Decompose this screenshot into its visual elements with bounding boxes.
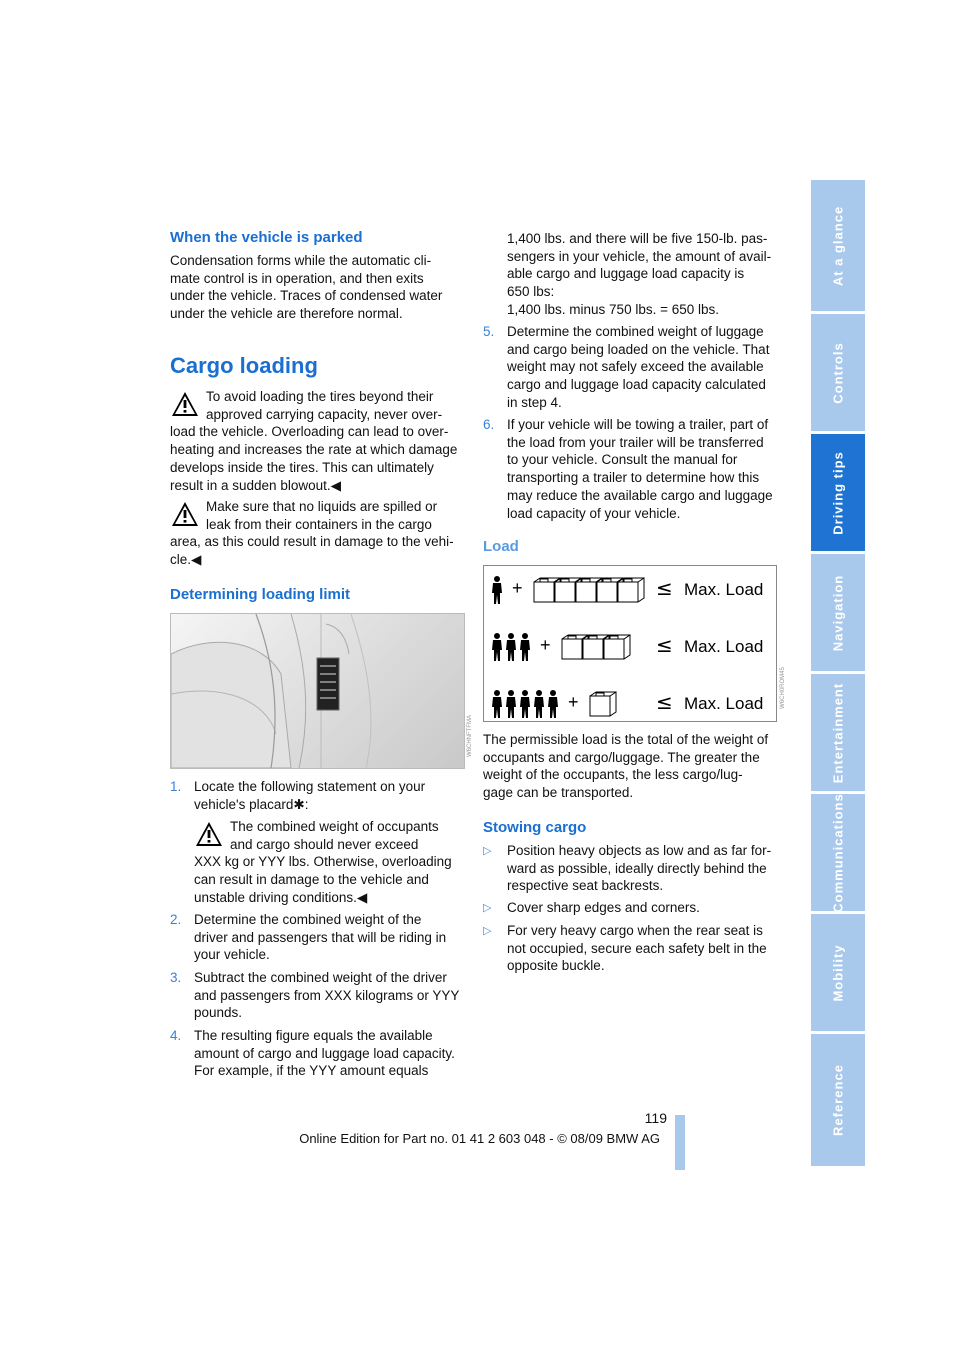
tab-controls[interactable] — [811, 314, 865, 431]
line: The resulting figure equals the available — [194, 1028, 433, 1043]
line: the load from your trailer will be transferred — [507, 434, 764, 450]
max-load-label: Max. Load — [684, 580, 764, 599]
line: 1,400 lbs. and there will be five 150-lb. pas- — [507, 231, 768, 246]
person-icon — [534, 690, 544, 718]
tab-label: Driving tips — [830, 450, 846, 535]
tab-mobility[interactable] — [811, 914, 865, 1031]
tab-label: At a glance — [830, 205, 846, 286]
line: may reduce the available cargo and luggage — [507, 487, 773, 503]
person-icon — [506, 690, 516, 718]
line: weight may not safely exceed the available — [507, 359, 764, 375]
line: pounds. — [194, 1005, 243, 1021]
photo-code-text: W6CHNFTFMA — [467, 715, 473, 757]
tab-reference[interactable] — [811, 1034, 865, 1166]
tab-entertainment[interactable] — [811, 674, 865, 791]
suitcase-icon — [604, 635, 630, 659]
stowing-item — [483, 899, 783, 917]
person-icon — [520, 690, 530, 718]
step-number: 1. — [170, 779, 182, 794]
line: vehicle's placard✱: — [194, 796, 309, 812]
step-6 — [483, 416, 783, 522]
step-4-continued — [507, 230, 787, 319]
step-1 — [170, 778, 470, 813]
line: driver and passengers that will be riding in — [194, 929, 447, 945]
warning-icon — [194, 820, 224, 848]
triangle-bullet-icon: ▷ — [483, 902, 492, 914]
step-number: 4. — [170, 1028, 182, 1043]
line: under the vehicle. Traces of condensed water — [170, 288, 443, 304]
less-equal-sign: ≤ — [656, 633, 673, 657]
line: respective seat backrests. — [507, 878, 664, 894]
line: heating and increases the rate at which damage — [170, 442, 458, 458]
load-diagram — [483, 565, 777, 722]
line: Locate the following statement on your — [194, 779, 426, 794]
warning-icon — [170, 500, 200, 528]
line: 650 lbs: — [507, 284, 555, 300]
line: in step 4. — [507, 394, 562, 410]
triangle-bullet-icon: ▷ — [483, 925, 492, 937]
stowing-item — [483, 922, 783, 975]
line: and cargo should never exceed — [230, 836, 419, 852]
line: and cargo being loaded on the vehicle. That — [507, 341, 770, 357]
stowing-heading: Stowing cargo — [483, 819, 587, 836]
triangle-bullet-icon: ▷ — [483, 845, 492, 857]
footer-edition: Online Edition for Part no. 01 41 2 603 048 - © 08/09 BMW AG — [299, 1131, 660, 1146]
line: If your vehicle will be towing a trailer, part of — [507, 417, 769, 432]
line: opposite buckle. — [507, 958, 605, 974]
line: develops inside the tires. This can ultimately — [170, 459, 434, 475]
line: XXX kg or YYY lbs. Otherwise, overloading — [194, 854, 452, 870]
line: approved carrying capacity, never over- — [206, 406, 443, 422]
tab-label: Reference — [830, 1064, 846, 1136]
step-number: 6. — [483, 417, 495, 432]
parked-paragraph — [170, 252, 470, 323]
plus-sign: + — [568, 692, 579, 712]
load-image-code-text: W6CH0ROM45 — [780, 666, 786, 709]
tab-communications[interactable] — [811, 794, 865, 911]
line: not occupied, secure each safety belt in the — [507, 940, 767, 956]
line: unstable driving conditions.◀ — [194, 889, 368, 905]
line: Subtract the combined weight of the driver — [194, 970, 447, 985]
line: The permissible load is the total of the weight of — [483, 732, 769, 747]
line: under the vehicle are therefore normal. — [170, 306, 403, 322]
line: Make sure that no liquids are spilled or — [206, 499, 438, 514]
line: result in a sudden blowout.◀ — [170, 477, 341, 493]
tab-label: Navigation — [830, 574, 846, 651]
step-3 — [170, 969, 470, 1022]
plus-sign: + — [512, 578, 523, 598]
tab-at-a-glance[interactable] — [811, 180, 865, 311]
step-number: 5. — [483, 324, 495, 339]
load-heading: Load — [483, 538, 519, 555]
less-equal-sign: ≤ — [656, 576, 673, 600]
page-marker — [675, 1115, 685, 1170]
line: The combined weight of occupants — [230, 819, 439, 834]
person-icon — [520, 633, 530, 661]
line: cargo and luggage load capacity calculated — [507, 377, 766, 393]
parked-heading: When the vehicle is parked — [170, 229, 363, 246]
line: To avoid loading the tires beyond their — [206, 389, 434, 404]
step-5 — [483, 323, 783, 412]
tab-label: Mobility — [830, 943, 846, 1002]
cargo-heading: Cargo loading — [170, 353, 318, 378]
line: amount of cargo and luggage load capacity. — [194, 1045, 455, 1061]
step-1-warning — [194, 818, 466, 907]
max-load-label: Max. Load — [684, 694, 764, 713]
line: can result in damage to the vehicle and — [194, 872, 429, 888]
line: ward as possible, ideally directly behind the — [507, 860, 767, 876]
line: and passengers from XXX kilograms or YYY — [194, 987, 460, 1003]
person-icon — [492, 690, 502, 718]
warning-icon — [170, 390, 200, 418]
line: gage can be transported. — [483, 785, 634, 801]
stowing-item — [483, 842, 783, 895]
line: cle.◀ — [170, 552, 202, 568]
line: to your vehicle. Consult the manual for — [507, 452, 738, 468]
warning-2 — [170, 498, 465, 569]
line: Determine the combined weight of luggage — [507, 324, 764, 339]
load-image-code — [777, 655, 789, 720]
limit-heading: Determining loading limit — [170, 586, 351, 603]
plus-sign: + — [540, 635, 551, 655]
step-2 — [170, 911, 470, 964]
line: weight of the occupants, the less cargo/lug- — [483, 767, 743, 783]
door-placard-photo — [170, 613, 465, 769]
line: 1,400 lbs. minus 750 lbs. = 650 lbs. — [507, 301, 720, 317]
tab-navigation[interactable] — [811, 554, 865, 671]
line: transporting a trailer to determine how this — [507, 470, 760, 486]
person-icon — [492, 633, 502, 661]
line: For very heavy cargo when the rear seat is — [507, 923, 763, 938]
warning-1 — [170, 388, 465, 494]
page-number: 119 — [644, 1110, 667, 1126]
step-number: 3. — [170, 970, 182, 985]
tab-label: Communications — [830, 792, 846, 913]
photo-code — [463, 705, 477, 767]
suitcase-icon — [590, 692, 616, 716]
step-4 — [170, 1027, 470, 1080]
tab-driving-tips[interactable] — [811, 434, 865, 551]
line: For example, if the YYY amount equals — [194, 1063, 429, 1079]
line: area, as this could result in damage to the vehi- — [170, 534, 454, 550]
less-equal-sign: ≤ — [656, 690, 673, 714]
tab-label: Entertainment — [830, 682, 846, 783]
tab-label: Controls — [830, 341, 846, 404]
line: load the vehicle. Overloading can lead to over- — [170, 424, 449, 440]
line: Determine the combined weight of the — [194, 912, 422, 927]
load-paragraph — [483, 731, 783, 802]
line: Position heavy objects as low and as far for- — [507, 843, 772, 858]
suitcase-icon — [618, 578, 644, 602]
line: able cargo and luggage load capacity is — [507, 266, 745, 282]
person-icon — [506, 633, 516, 661]
person-icon — [492, 576, 502, 604]
line: load capacity of your vehicle. — [507, 505, 681, 521]
load-diagram-svg — [484, 566, 776, 721]
line: occupants and cargo/luggage. The greater the — [483, 749, 760, 765]
line: leak from their containers in the cargo — [206, 516, 432, 532]
person-icon — [548, 690, 558, 718]
line: Cover sharp edges and corners. — [507, 900, 700, 915]
line: sengers in your vehicle, the amount of avail- — [507, 248, 772, 264]
line: Condensation forms while the automatic cli- — [170, 253, 432, 268]
max-load-label: Max. Load — [684, 637, 764, 656]
step-number: 2. — [170, 912, 182, 927]
line: mate control is in operation, and then exits — [170, 270, 424, 286]
line: your vehicle. — [194, 947, 270, 963]
